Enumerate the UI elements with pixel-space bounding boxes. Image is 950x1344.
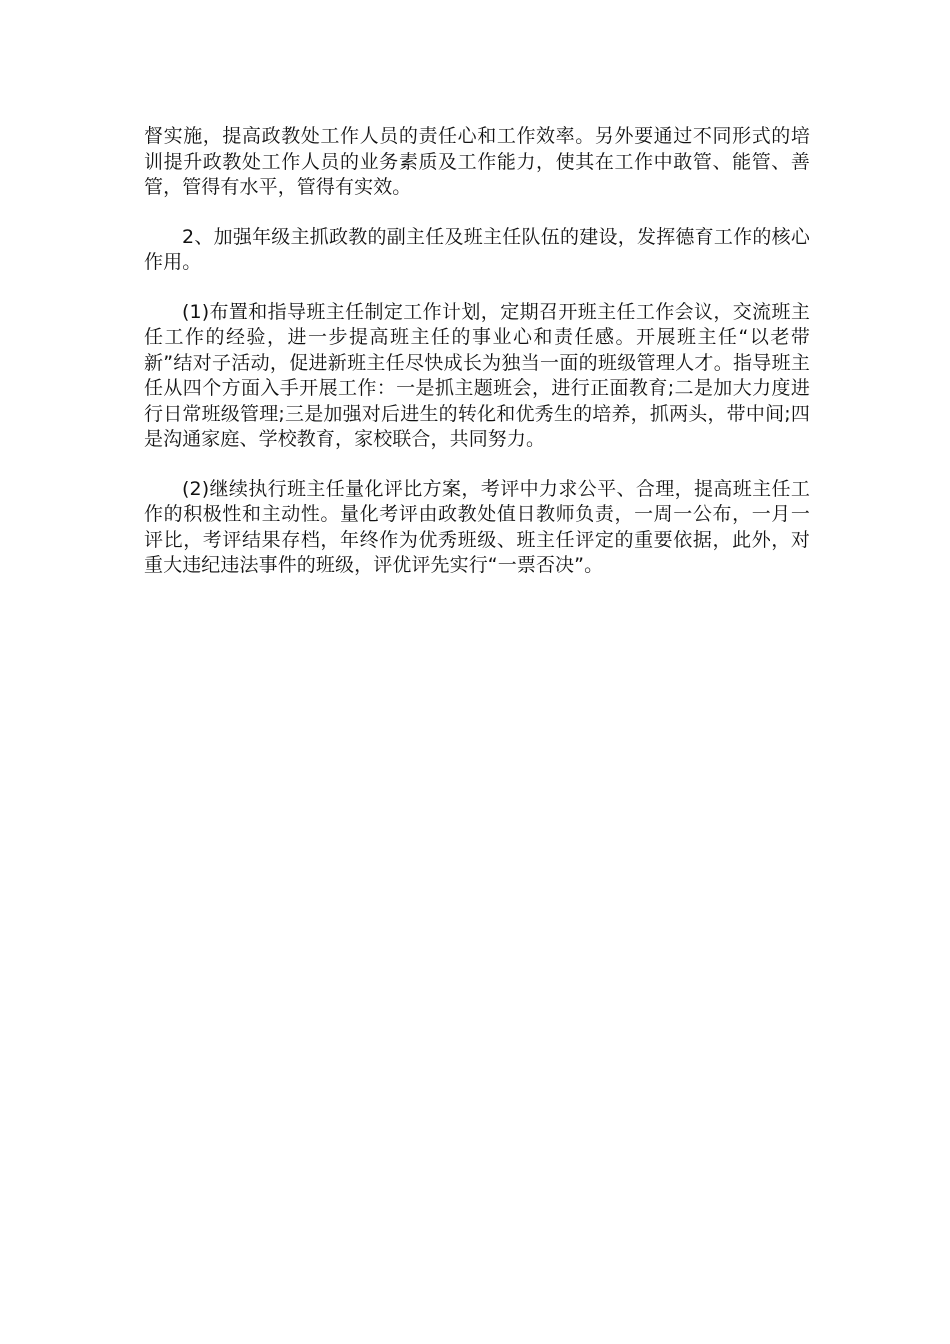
paragraph-item-1: (1)布置和指导班主任制定工作计划，定期召开班主任工作会议，交流班主任工作的经验，进一步提高班主任的事业心和责任感。开展班主任“以老带新”结对子活动，促进新班主任尽快成长为独当一面的班级管理人才。指导班主任从四个方面入手开展工作：一是抓主题班会，进行正面教育;二是加大力度进行日常班级管理;三是加强对后进生的转化和优秀生的培养，抓两头，带中间;四是沟通家庭、学校教育，家校联合，共同努力。 (144, 300, 810, 450)
document-body (144, 124, 810, 603)
paragraph-section-2-heading: 2、加强年级主抓政教的副主任及班主任队伍的建设，发挥德育工作的核心作用。 (144, 225, 810, 273)
paragraph-continuation: 督实施，提高政教处工作人员的责任心和工作效率。另外要通过不同形式的培训提升政教处工作人员的业务素质及工作能力，使其在工作中敢管、能管、善管，管得有水平，管得有实效。 (144, 125, 810, 198)
paragraph-item-2: (2)继续执行班主任量化评比方案，考评中力求公平、合理，提高班主任工作的积极性和主动性。量化考评由政教处值日教师负责，一周一公布，一月一评比，考评结果存档，年终作为优秀班级、班主任评定的重要依据，此外，对重大违纪违法事件的班级，评优评先实行“一票否决”。 (144, 477, 810, 576)
